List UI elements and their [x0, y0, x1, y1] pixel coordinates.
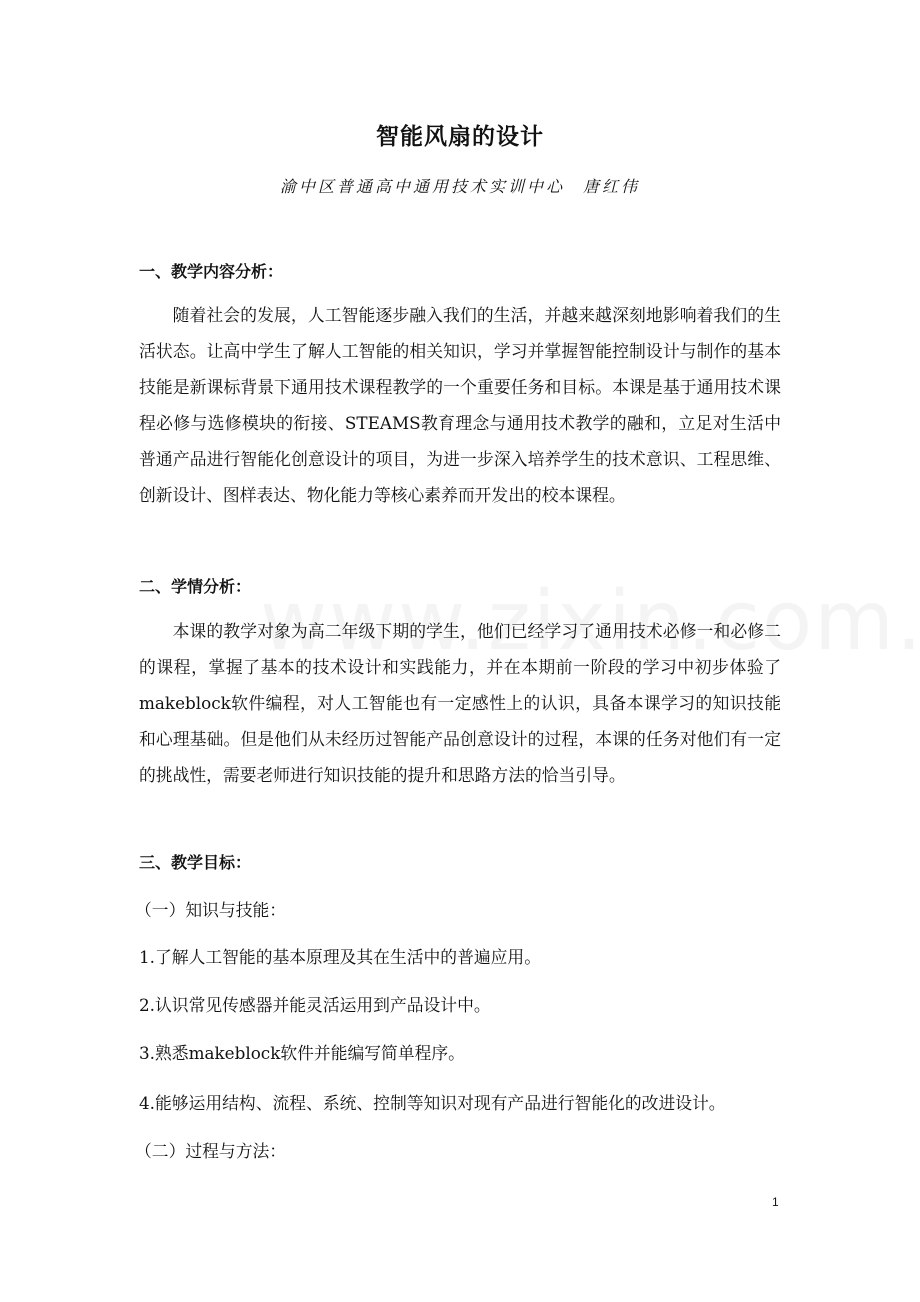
subheading-process-method: （二）过程与方法： — [135, 1141, 287, 1161]
list-item: 1.了解人工智能的基本原理及其在生活中的普遍应用。 — [139, 947, 541, 967]
paragraph-content-analysis: 随着社会的发展，人工智能逐步融入我们的生活，并越来越深刻地影响着我们的生活状态。让高中学生了解人工智能的相关知识，学习并掌握智能控制设计与制作的基本技能是新课标背景下通用技术课程教学的一个重要任务和目标。本课是基于通用技术课程必修与选修模块的衔接、STEAMS教育理念与通用技术教学的融和，立足对生活中普通产品进行智能化创意设计的项目，为进一步深入培养学生的技术意识、工程思维、创新设计、图样表达、物化能力等核心素养而开发出的校本课程。 — [139, 305, 781, 505]
author-name: 唐红伟 — [583, 177, 641, 196]
author-org: 渝中区普通高中通用技术实训中心 — [279, 177, 565, 196]
subheading-knowledge-skills: （一）知识与技能： — [135, 900, 287, 920]
list-item: 4.能够运用结构、流程、系统、控制等知识对现有产品进行智能化的改进设计。 — [139, 1093, 726, 1113]
page-number: 1 — [772, 1195, 779, 1209]
paragraph-learner-analysis: 本课的教学对象为高二年级下期的学生，他们已经学习了通用技术必修一和必修二的课程，掌握了基本的技术设计和实践能力，并在本期前一阶段的学习中初步体验了makeblock软件编程，对人工智能也有一定感性上的认识，具备本课学习的知识技能和心理基础。但是他们从未经历过智能产品创意设计的过程，本课的任务对他们有一定的挑战性，需要老师进行知识技能的提升和思路方法的恰当引导。 — [139, 621, 781, 785]
section-heading-content-analysis: 一、教学内容分析： — [139, 262, 284, 281]
author-line — [0, 174, 920, 197]
section-heading-learner-analysis: 二、学情分析： — [139, 577, 252, 596]
list-item: 2.认识常见传感器并能灵活运用到产品设计中。 — [139, 995, 491, 1015]
section-heading-teaching-goals: 三、教学目标： — [139, 853, 252, 872]
list-item: 3.熟悉makeblock软件并能编写简单程序。 — [139, 1043, 465, 1063]
document-title: 智能风扇的设计 — [376, 124, 544, 150]
